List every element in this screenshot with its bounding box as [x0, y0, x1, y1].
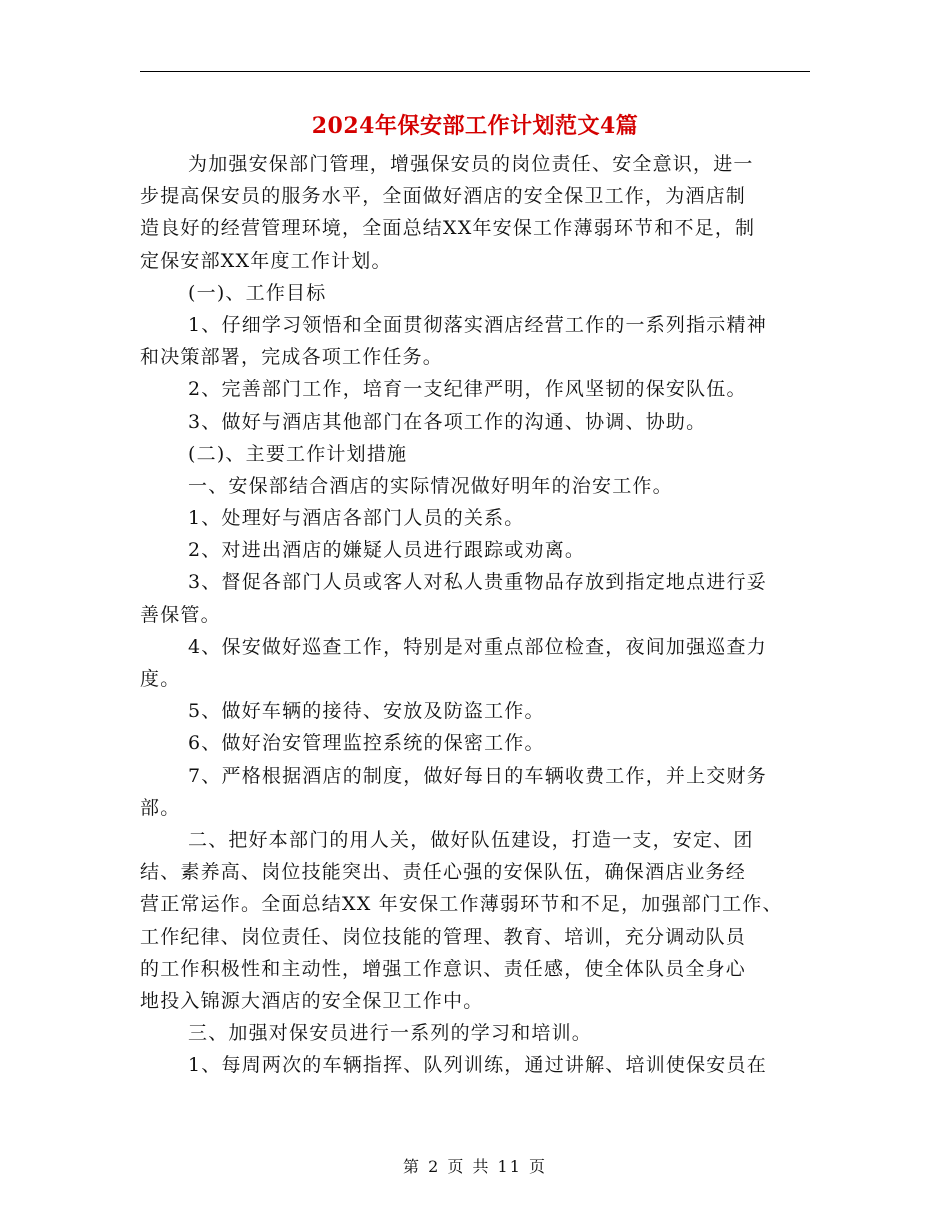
paragraph-line: 工作纪律、岗位责任、岗位技能的管理、教育、培训，充分调动队员 — [140, 925, 747, 948]
document-title: 2024年保安部工作计划范文4篇 — [311, 113, 639, 139]
paragraph-line: 4、保安做好巡查工作，特别是对重点部位检查，夜间加强巡查力 — [188, 635, 767, 658]
paragraph-line: 1、处理好与酒店各部门人员的关系。 — [188, 507, 525, 530]
paragraph-line: 1、仔细学习领悟和全面贯彻落实酒店经营工作的一系列指示精神 — [188, 313, 767, 336]
paragraph-line: 5、做好车辆的接待、安放及防盗工作。 — [188, 700, 545, 723]
paragraph-line: 3、做好与酒店其他部门在各项工作的沟通、协调、协助。 — [188, 410, 707, 433]
section-heading: (二)、主要工作计划措施 — [188, 442, 408, 465]
paragraph-line: 造良好的经营管理环境，全面总结XX年安保工作薄弱环节和不足，制 — [140, 217, 756, 240]
paragraph-line: 6、做好治安管理监控系统的保密工作。 — [188, 732, 545, 755]
header-rule — [140, 71, 810, 72]
paragraph-line: 定保安部XX年度工作计划。 — [140, 249, 392, 272]
paragraph-line: 3、督促各部门人员或客人对私人贵重物品存放到指定地点进行妥 — [188, 571, 767, 594]
paragraph-line: 为加强安保部门管理，增强保安员的岗位责任、安全意识，进一 — [188, 153, 754, 175]
paragraph-line: 营正常运作。全面总结XX 年安保工作薄弱环节和不足，加强部门工作、 — [140, 893, 783, 916]
paragraph-line: 步提高保安员的服务水平，全面做好酒店的安全保卫工作，为酒店制 — [140, 185, 747, 208]
paragraph-line: 和决策部署，完成各项工作任务。 — [140, 346, 444, 369]
section-heading: (一)、工作目标 — [188, 281, 327, 304]
paragraph-line: 一、安保部结合酒店的实际情况做好明年的治安工作。 — [188, 474, 673, 497]
paragraph-line: 2、完善部门工作，培育一支纪律严明，作风坚韧的保安队伍。 — [188, 378, 747, 401]
paragraph-line: 2、对进出酒店的嫌疑人员进行跟踪或劝离。 — [188, 539, 586, 562]
paragraph-line: 结、素养高、岗位技能突出、责任心强的安保队伍，确保酒店业务经 — [140, 861, 747, 884]
paragraph-line: 度。 — [140, 668, 181, 690]
page-number: 第 2 页 共 11 页 — [403, 1157, 547, 1176]
paragraph-line: 三、加强对保安员进行一系列的学习和培训。 — [188, 1022, 593, 1045]
paragraph-line: 二、把好本部门的用人关，做好队伍建设，打造一支，安定、团 — [188, 828, 754, 851]
paragraph-line: 7、严格根据酒店的制度，做好每日的车辆收费工作，并上交财务 — [188, 764, 767, 787]
paragraph-line: 善保管。 — [140, 603, 221, 626]
document-body — [140, 148, 812, 1081]
paragraph-line: 的工作积极性和主动性，增强工作意识、责任感，使全体队员全身心 — [140, 957, 747, 980]
paragraph-line: 1、每周两次的车辆指挥、队列训练，通过讲解、培训使保安员在 — [188, 1054, 767, 1077]
paragraph-line: 地投入锦源大酒店的安全保卫工作中。 — [140, 989, 484, 1012]
paragraph-line: 部。 — [140, 796, 181, 819]
